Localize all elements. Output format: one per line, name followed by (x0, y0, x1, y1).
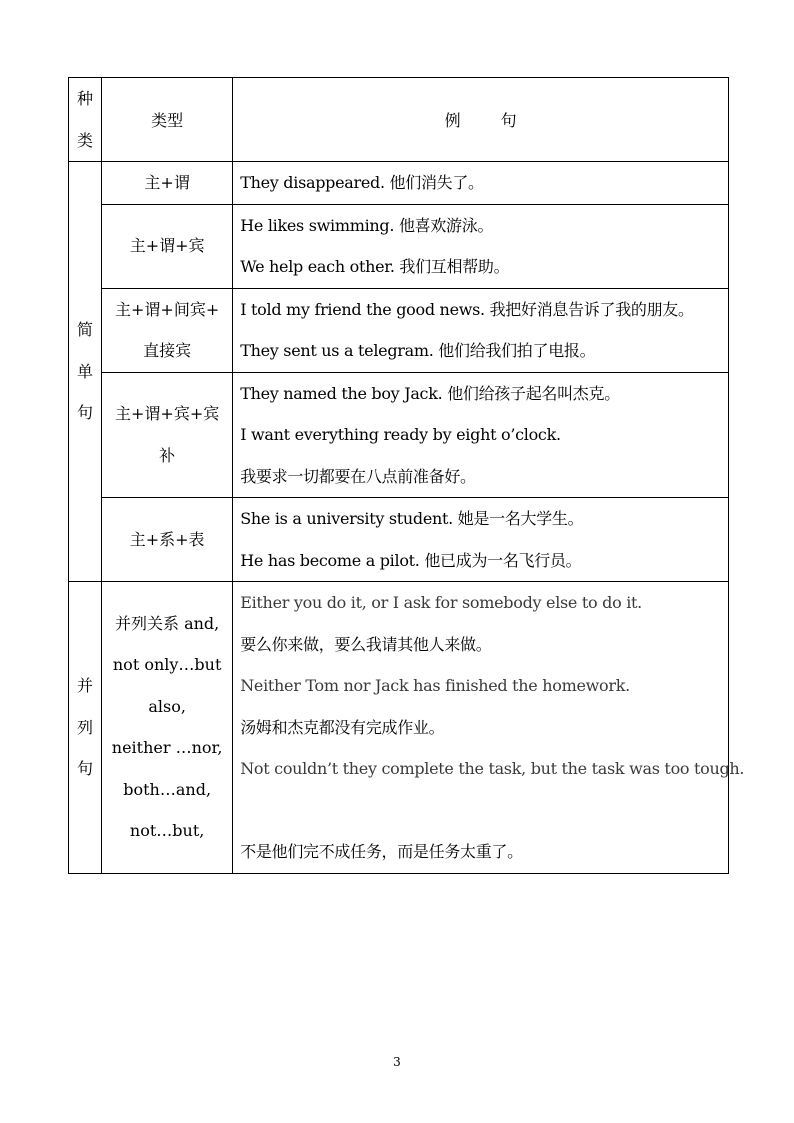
category-simple-sentence: 简 单 句 (69, 162, 102, 582)
example-cell: Either you do it, or I ask for somebody else to do it. 要么你来做，要么我请其他人来做。 Neither Tom nor Jack has finished the homework. 汤姆和杰克都没有完成作业。 Not couldn’t they complete the task, but the task was too tough. 不是他们完不成任务，而是任务太重了。 (233, 582, 729, 874)
example-cell: I told my friend the good news. 我把好消息告诉了我的朋友。 They sent us a telegram. 他们给我们拍了电报。 (233, 288, 729, 372)
example-cell: He likes swimming. 他喜欢游泳。 We help each other. 我们互相帮助。 (233, 204, 729, 288)
table-row (69, 204, 729, 288)
table-row (69, 162, 729, 205)
type-cell: 主+谓+宾 (102, 204, 233, 288)
example-cell: They named the boy Jack. 他们给孩子起名叫杰克。 I want everything ready by eight o’clock. 我要求一切都要在八点前准备好。 (233, 372, 729, 498)
type-cell: 主+谓+间宾+ 直接宾 (102, 288, 233, 372)
example-cell: They disappeared. 他们消失了。 (233, 162, 729, 205)
table-row (69, 372, 729, 498)
header-category: 种 类 (69, 78, 102, 162)
table-row (69, 498, 729, 582)
category-compound-sentence: 并 列 句 (69, 582, 102, 874)
table-row (69, 582, 729, 874)
type-cell: 并列关系 and, not only…but also, neither …nor, both…and, not…but, (102, 582, 233, 874)
type-cell: 主+谓+宾+宾 补 (102, 372, 233, 498)
table-row (69, 288, 729, 372)
page-number: 3 (393, 1055, 401, 1069)
header-example: 例 句 (233, 78, 729, 162)
example-cell: She is a university student. 她是一名大学生。 He has become a pilot. 他已成为一名飞行员。 (233, 498, 729, 582)
header-type: 类型 (102, 78, 233, 162)
table-header-row (69, 78, 729, 162)
type-cell: 主+系+表 (102, 498, 233, 582)
type-cell: 主+谓 (102, 162, 233, 205)
sentence-type-table (68, 77, 745, 874)
